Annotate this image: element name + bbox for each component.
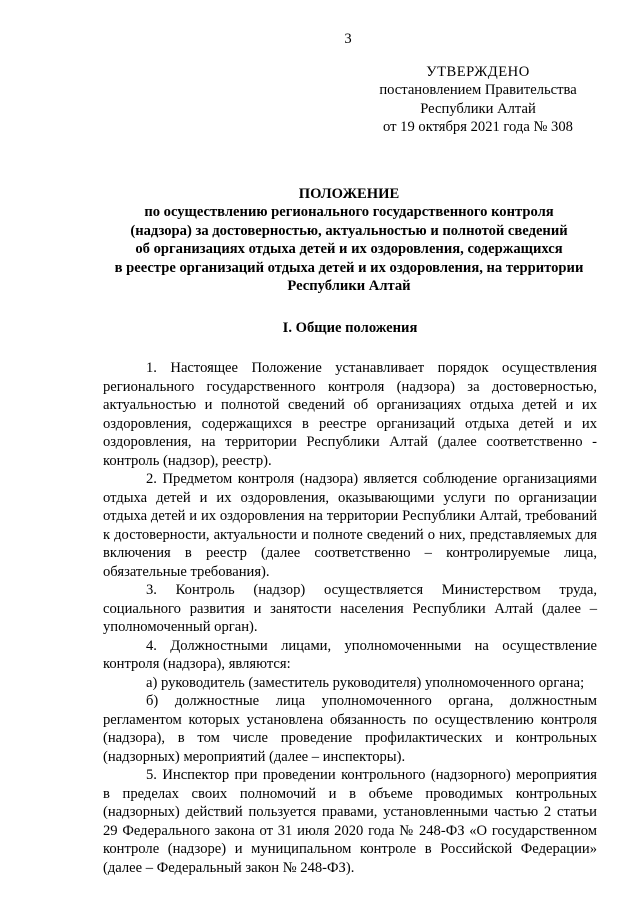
document-title-line-3: об организациях отдыха детей и их оздоровления, содержащихся [135, 241, 563, 257]
paragraph-5: 5. Инспектор при проведении контрольного (надзорного) мероприятия в пределах своих полномочий и в объеме проводимых контрольных (надзорных) действий пользуется правами, установленными частью 2 статьи 29 Федерального закона от 31 июля 2020 года № 248-ФЗ «О государственном контроле (надзоре) и муниципальном контроле в Российской Федерации» (далее – Федеральный закон № 248-ФЗ). [103, 767, 597, 876]
body-text [103, 359, 597, 877]
document-title-line-5: Республики Алтай [287, 278, 411, 294]
approval-line-2: Республики Алтай [420, 100, 536, 117]
paragraph-4: 4. Должностными лицами, уполномоченными на осуществление контроля (надзора), являются: [103, 637, 597, 672]
document-title-line-1: по осуществлению регионального государственного контроля [144, 204, 554, 220]
paragraph-3: 3. Контроль (надзор) осуществляется Министерством труда, социального развития и занятости населения Республики Алтай (далее – уполномоченный орган). [103, 582, 597, 635]
document-title-heading: ПОЛОЖЕНИЕ [298, 185, 400, 202]
document-title-line-4: в реестре организаций отдыха детей и их оздоровления, на территории [114, 259, 584, 276]
approval-stamp [358, 63, 598, 137]
approval-line-1: постановлением Правительства [379, 82, 577, 98]
paragraph-1: 1. Настоящее Положение устанавливает порядок осуществления регионального государственного контроля (надзора) за достоверностью, актуальностью и полнотой сведений об организациях отдыха детей и их оздоровления, содержащихся в реестре организаций отдыха детей и их оздоровления, на территории Республики Алтай (далее соответственно - контроль (надзор), реестр). [103, 360, 597, 469]
document-title-line-2: (надзора) за достоверностью, актуальностью и полнотой сведений [130, 222, 568, 239]
paragraph-4b: б) должностные лица уполномоченного органа, должностным регламентом которых установлена обязанность по осуществлению контроля (надзора), в том числе проведение профилактических и контрольных (надзорных) мероприятий (далее – инспекторы). [103, 693, 597, 765]
paragraph-2: 2. Предметом контроля (надзора) является соблюдение организациями отдыха детей и их оздоровления, оказывающими услуги по организации отдыха детей и их оздоровления на территории Республики Алтай, требований к достоверности, актуальности и полноте сведений о них, представляемых для включения в реестр (далее соответственно – контролируемые лица, обязательные требования). [103, 471, 597, 580]
section-title: I. Общие положения [282, 319, 418, 336]
document-title [95, 185, 603, 296]
approval-title: УТВЕРЖДЕНО [426, 63, 530, 80]
paragraph-4a: а) руководитель (заместитель руководителя) уполномоченного органа; [146, 674, 585, 691]
approval-line-3: от 19 октября 2021 года № 308 [383, 119, 573, 135]
page-number: 3 [344, 31, 352, 47]
